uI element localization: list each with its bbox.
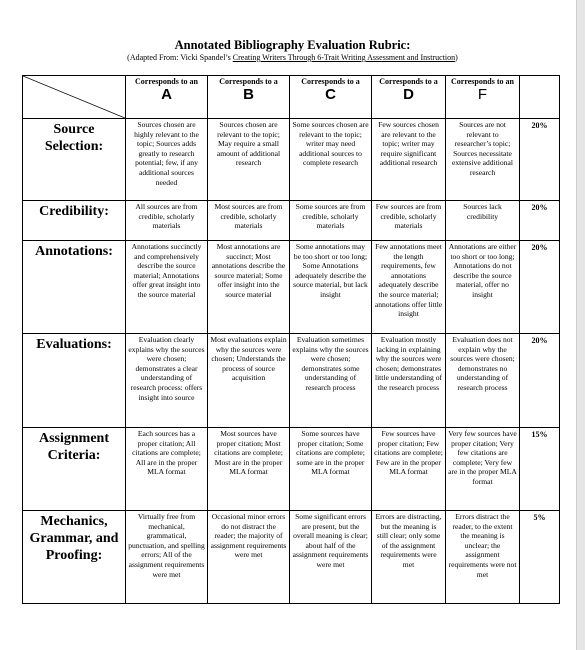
rubric-cell: Annotations are either too short or too long; Annotations do not describe the source material, offer no insight — [446, 241, 520, 334]
subtitle-source-title: Creating Writers Through 6-Trait Writing Assessment and Instruction — [232, 53, 456, 62]
rubric-cell: Some annotations may be too short or too long; Some Annotations adequately describe the source material, but lack insight — [290, 241, 372, 334]
rubric-cell: Errors distract the reader, to the extent the meaning is unclear; the assignment requirements were not met — [446, 511, 520, 604]
rubric-cell: Evaluation mostly lacking in explaining why the sources were chosen; demonstrates little understanding of the research process — [372, 334, 446, 428]
grade-header-d — [372, 76, 446, 119]
rubric-cell: Evaluation does not explain why the sources were chosen; demonstrates no understanding of research process — [446, 334, 520, 428]
grade-letter: A — [161, 86, 172, 103]
weight-percent: 5% — [520, 511, 560, 604]
rubric-row-assignment-criteria — [23, 428, 560, 511]
grade-label: Corresponds to a — [379, 77, 438, 86]
rubric-row-mechanics — [23, 511, 560, 604]
rubric-cell: Each sources has a proper citation; All citations are complete; All are in the proper MLA format — [126, 428, 208, 511]
rubric-cell: Evaluation clearly explains why the sources were chosen; demonstrates a clear understanding of research process: offers insight into source — [126, 334, 208, 428]
rubric-cell: Sources chosen are relevant to the topic; May require a small amount of additional research — [208, 119, 290, 201]
rubric-cell: Very few sources have proper citation; Very few citations are complete; Very few are in the proper MLA format — [446, 428, 520, 511]
rubric-cell: Virtually free from mechanical, grammatical, punctuation, and spelling errors; All of the assignment requirements were met — [126, 511, 208, 604]
rubric-cell: Few sources have proper citation; Few citations are complete; Few are in the proper MLA format — [372, 428, 446, 511]
criterion-label: Evaluations: — [23, 334, 126, 428]
rubric-row-evaluations — [23, 334, 560, 428]
rubric-cell: Most annotations are succinct; Most annotations describe the source material; Some offer insight into the source material — [208, 241, 290, 334]
page-subtitle — [0, 53, 585, 62]
rubric-table — [22, 75, 560, 604]
rubric-cell: Some significant errors are present, but the overall meaning is clear; about half of the assignment requirements were met — [290, 511, 372, 604]
rubric-row-source-selection — [23, 119, 560, 201]
rubric-cell: All sources are from credible, scholarly materials — [126, 201, 208, 241]
rubric-cell: Sources are not relevant to researcher’s topic; Sources necessitate extensive additional research — [446, 119, 520, 201]
grade-letter: D — [403, 86, 414, 103]
rubric-cell: Occasional minor errors do not distract the reader; the majority of assignment requirements were met — [208, 511, 290, 604]
rubric-cell: Few sources chosen are relevant to the topic; writer may require significant additional research — [372, 119, 446, 201]
grade-label: Corresponds to an — [451, 77, 514, 86]
page-title: Annotated Bibliography Evaluation Rubric: — [174, 38, 411, 52]
weight-percent: 20% — [520, 241, 560, 334]
rubric-row-credibility — [23, 201, 560, 241]
weight-percent: 15% — [520, 428, 560, 511]
subtitle-suffix: ) — [455, 53, 458, 62]
criterion-label: Annotations: — [23, 241, 126, 334]
rubric-cell: Some sources are from credible, scholarly materials — [290, 201, 372, 241]
rubric-cell: Few annotations meet the length requirements, few annotations adequately describe the source material; annotations offer little insight — [372, 241, 446, 334]
weight-percent: 20% — [520, 119, 560, 201]
criterion-label: Credibility: — [23, 201, 126, 241]
grade-header-f — [446, 76, 520, 119]
grade-label: Corresponds to an — [135, 77, 198, 86]
diagonal-divider-icon — [23, 76, 125, 118]
rubric-cell: Some sources chosen are relevant to the topic; writer may need additional sources to complete research — [290, 119, 372, 201]
grade-header-c — [290, 76, 372, 119]
subtitle-prefix: (Adapted From: Vicki Spandel’s — [127, 53, 233, 62]
criterion-label: Mechanics, Grammar, and Proofing: — [23, 511, 126, 604]
rubric-cell: Most evaluations explain why the sources were chosen; Understands the process of source acquisition — [208, 334, 290, 428]
rubric-cell: Sources lack credibility — [446, 201, 520, 241]
rubric-cell: Most sources have proper citation; Most citations are complete; Most are in the proper MLA format — [208, 428, 290, 511]
weight-percent: 20% — [520, 201, 560, 241]
rubric-cell: Evaluation sometimes explains why the sources were chosen; demonstrates some understanding of research process — [290, 334, 372, 428]
grade-letter: C — [325, 86, 336, 103]
grade-header-a — [126, 76, 208, 119]
rubric-row-annotations — [23, 241, 560, 334]
criterion-label: Source Selection: — [23, 119, 126, 201]
corner-cell — [23, 76, 126, 119]
grade-letter: F — [477, 86, 488, 103]
rubric-cell: Some sources have proper citation; Some citations are complete; some are in the proper MLA format — [290, 428, 372, 511]
rubric-cell: Most sources are from credible, scholarly materials — [208, 201, 290, 241]
grade-header-b — [208, 76, 290, 119]
criterion-label: Assignment Criteria: — [23, 428, 126, 511]
grade-label: Corresponds to a — [301, 77, 360, 86]
grade-header-row — [23, 76, 560, 119]
grade-letter: B — [243, 86, 254, 103]
rubric-cell: Few sources are from credible, scholarly materials — [372, 201, 446, 241]
rubric-cell: Errors are distracting, but the meaning is still clear; only some of the assignment requirements were met — [372, 511, 446, 604]
weight-header — [520, 76, 560, 119]
rubric-cell: Sources chosen are highly relevant to the topic; Sources adds greatly to research potential; few, if any additional sources needed — [126, 119, 208, 201]
page-scroll-edge — [576, 0, 585, 650]
weight-percent: 20% — [520, 334, 560, 428]
rubric-cell: Annotations succinctly and comprehensively describe the source material; Annotations offer great insight into the source material — [126, 241, 208, 334]
grade-label: Corresponds to a — [219, 77, 278, 86]
